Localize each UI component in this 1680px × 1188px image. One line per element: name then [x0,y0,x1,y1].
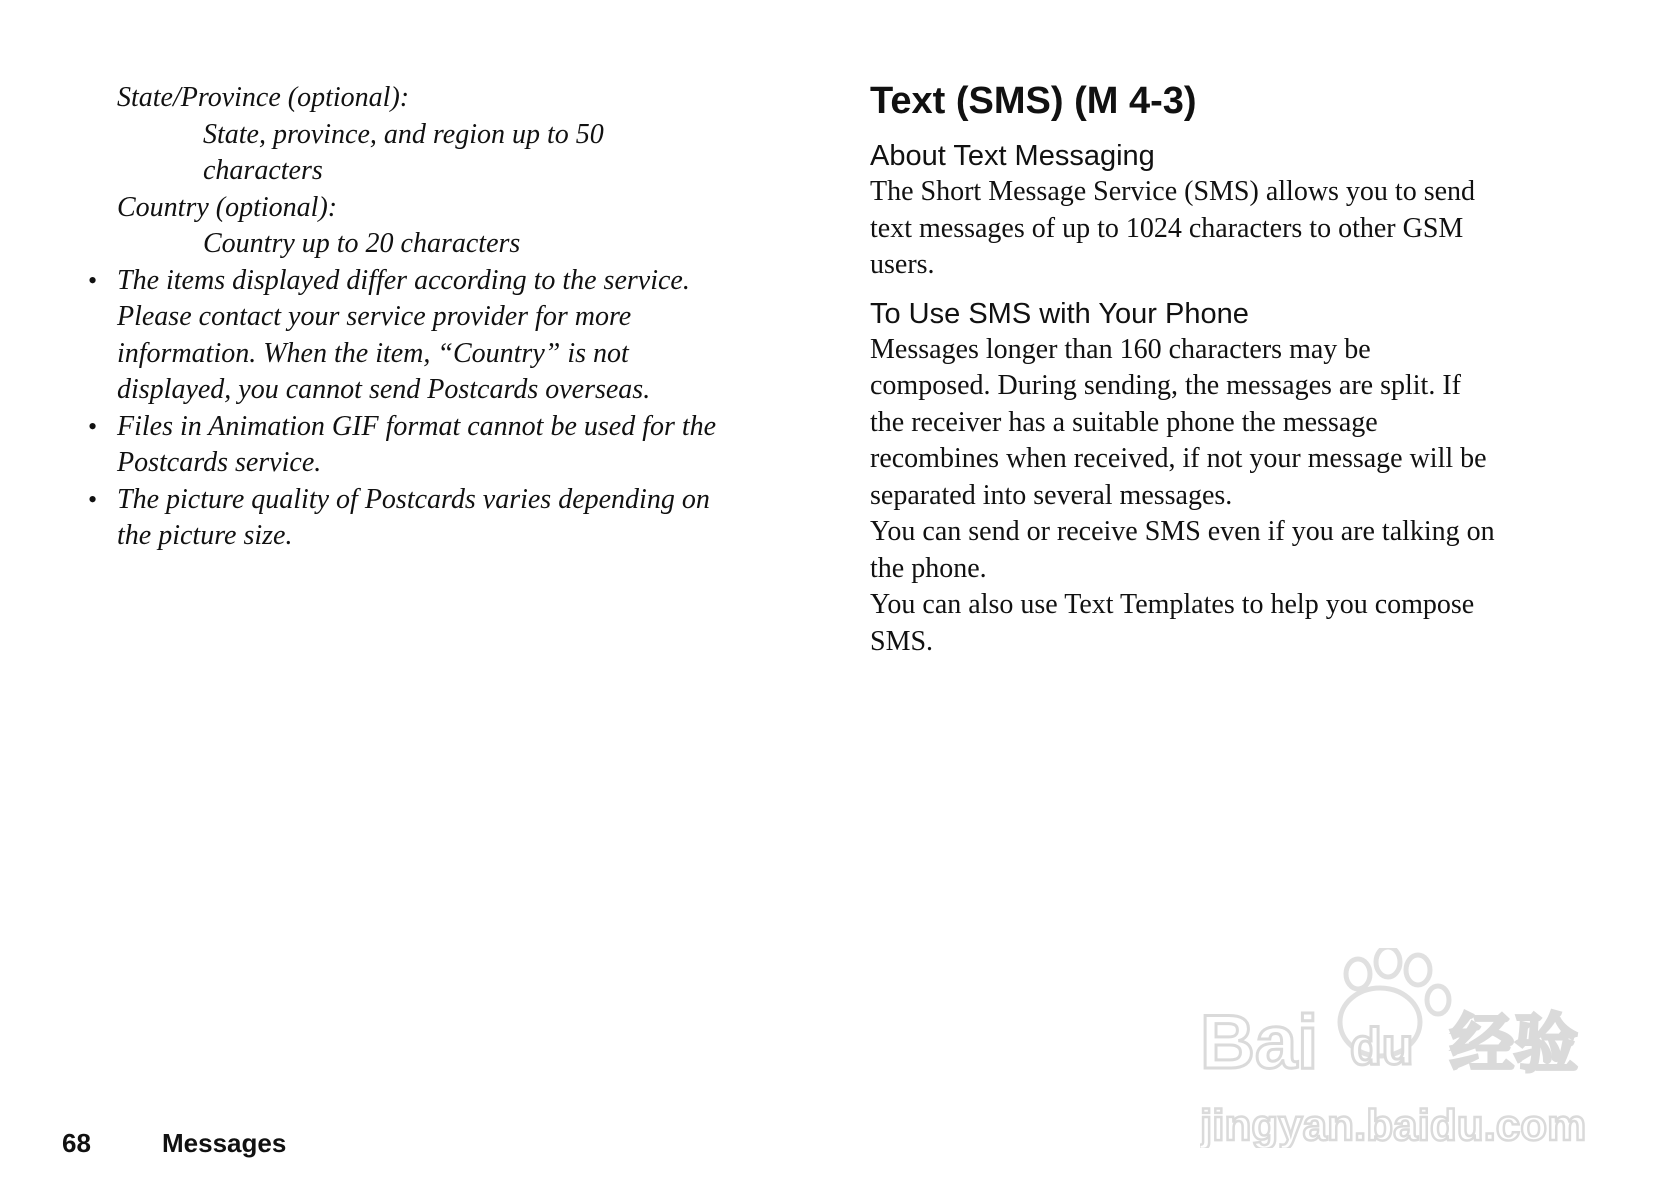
watermark-logo-text: Bai [1200,1000,1319,1085]
right-column [870,76,1590,660]
paragraph [870,514,1590,587]
section-title: Text (SMS) (M 4-3) [870,80,1197,122]
field-value-state-line-1: State, province, and region up to 50 [203,118,604,150]
page-number: 68 [62,1128,91,1158]
note-line: the picture size. [117,520,293,551]
baidu-watermark-logo [1200,948,1610,1148]
paragraph [870,332,1590,515]
paragraph-line: users. [870,249,935,280]
note-item [88,409,808,482]
note-line: information. When the item, “Country” is not [117,337,629,369]
subheading-about-text-messaging: About Text Messaging [870,140,1155,172]
note-line: • Files in Animation GIF format cannot be used for the [117,410,717,442]
paragraph [870,174,1590,284]
paragraph-line: separated into several messages. [870,479,1233,511]
note-item [88,482,808,555]
field-label-state: State/Province (optional): [117,82,410,113]
note-line: • The items displayed differ according to the service. [117,264,690,296]
paragraph-line: You can also use Text Templates to help you compose [870,589,1475,620]
paragraph-line: You can send or receive SMS even if you are talking on [870,516,1495,547]
footer-section-name: Messages [162,1128,287,1158]
paragraph-line: The Short Message Service (SMS) allows you to send [870,176,1476,207]
watermark-logo-text: du [1350,1018,1414,1076]
paragraph-line: the phone. [870,552,987,584]
paragraph-line: SMS. [870,625,934,657]
note-item [88,263,808,409]
note-line: displayed, you cannot send Postcards overseas. [117,374,651,405]
left-column [88,80,808,555]
paragraph [870,587,1590,660]
notes-list [88,263,808,555]
field-value-country: Country up to 20 characters [203,228,521,259]
watermark-logo-text: 经验 [1450,1008,1578,1082]
paragraph-line: the receiver has a suitable phone the message [870,406,1378,438]
field-label-country: Country (optional): [117,191,338,223]
paragraph-line: text messages of up to 1024 characters to other GSM [870,212,1464,244]
note-line: • The picture quality of Postcards varies depending on [117,483,710,515]
paragraph-line: composed. During sending, the messages are split. If [870,370,1461,401]
subheading-use-sms: To Use SMS with Your Phone [870,297,1249,330]
note-line: Postcards service. [117,447,322,478]
note-line: Please contact your service provider for more [117,301,632,332]
paragraph-line: Messages longer than 160 characters may be [870,333,1371,365]
paragraph-line: recombines when received, if not your message will be [870,443,1487,474]
watermark-url: jingyan.baidu.com [1200,1101,1587,1148]
field-value-state-line-2: characters [203,155,323,186]
